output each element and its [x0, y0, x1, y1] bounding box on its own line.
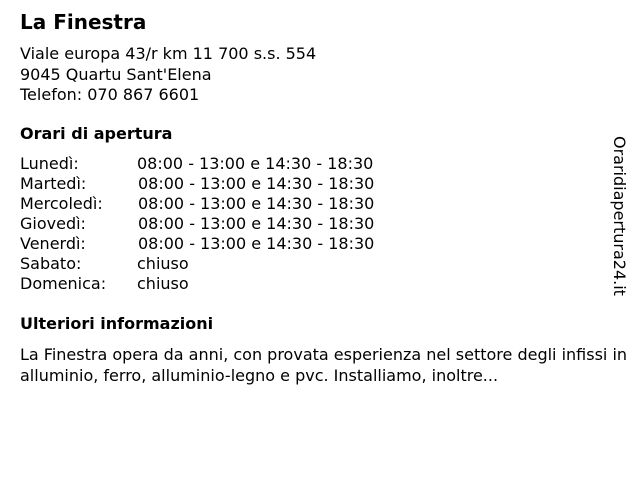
day-label: Martedì: [20, 174, 87, 193]
time-value: 08:00 - 13:00 e 14:30 - 18:30 [138, 194, 375, 213]
phone-number: Telefon: 070 867 6601 [20, 85, 200, 104]
day-label: Sabato: [20, 254, 82, 273]
city-address: 9045 Quartu Sant'Elena [20, 64, 212, 84]
day-label: Mercoledì: [20, 194, 103, 213]
time-value: 08:00 - 13:00 e 14:30 - 18:30 [138, 234, 375, 253]
time-value: 08:00 - 13:00 e 14:30 - 18:30 [137, 154, 374, 173]
day-label: Lunedì: [20, 154, 79, 173]
business-description: La Finestra opera da anni, con provata esperienza nel settore degli infissi in alluminio, ferro, alluminio-legno e pvc. Installiamo, inoltre... [20, 345, 628, 385]
time-value: chiuso [137, 254, 189, 273]
street-address: Viale europa 43/r km 11 700 s.s. 554 [20, 44, 317, 63]
day-label: Giovedì: [20, 214, 86, 233]
business-name: La Finestra [20, 10, 147, 34]
time-value: 08:00 - 13:00 e 14:30 - 18:30 [138, 174, 375, 193]
address-block [20, 44, 316, 106]
day-label: Venerdì: [20, 234, 86, 253]
more-info-heading: Ulteriori informazioni [20, 314, 214, 333]
time-value: 08:00 - 13:00 e 14:30 - 18:30 [138, 214, 375, 233]
time-value: chiuso [137, 274, 189, 293]
opening-hours-heading: Orari di apertura [20, 124, 173, 143]
day-label: Domenica: [20, 274, 107, 293]
site-watermark: Oraridiapertura24.it [610, 136, 629, 296]
